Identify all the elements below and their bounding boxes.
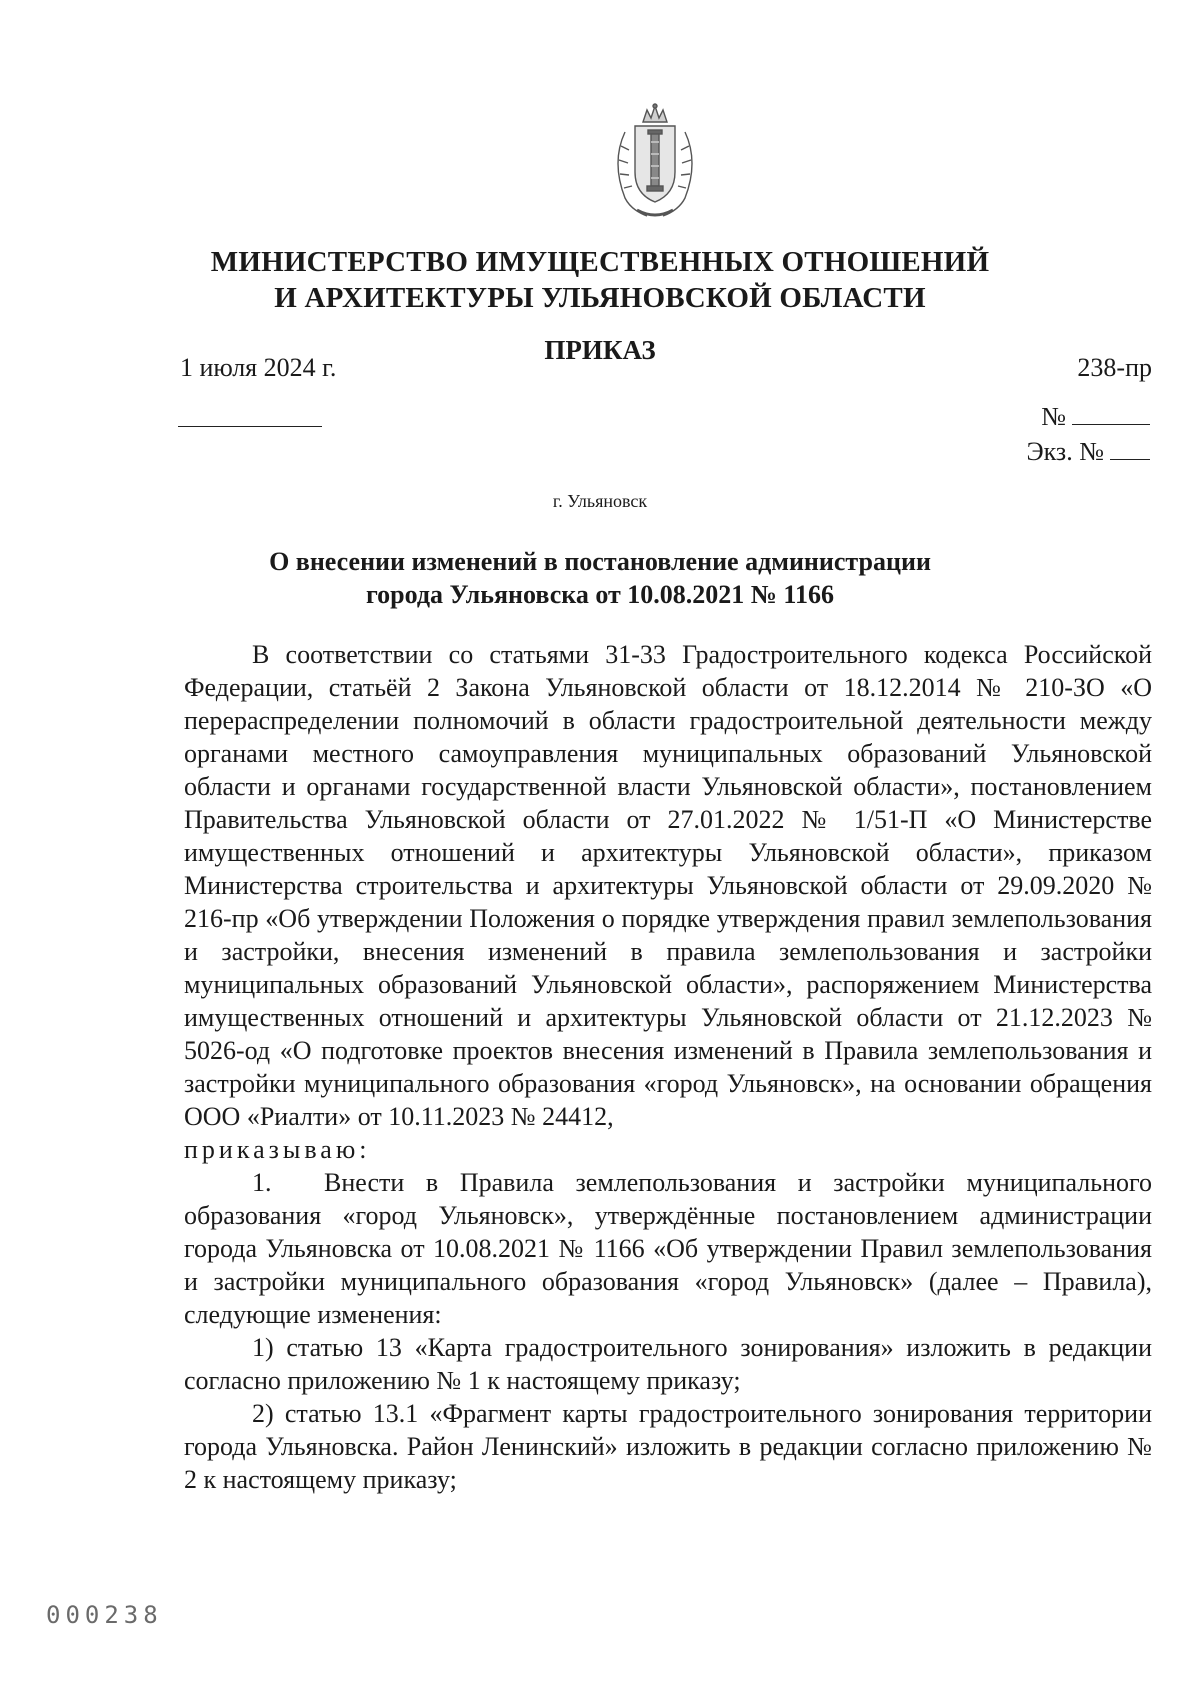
order-word: приказываю:	[184, 1135, 371, 1164]
no-blank	[1072, 422, 1150, 425]
subitem-2-paragraph: 2) статью 13.1 «Фрагмент карты градостроительного зонирования территории города Ульяновска. Район Ленинский» изложить в редакции согласно приложению № 2 к настоящему приказу;	[184, 1399, 1152, 1494]
ulyanovsk-coat-of-arms-icon	[607, 102, 703, 224]
ministry-name	[0, 244, 1200, 316]
item-1-paragraph	[184, 1166, 1152, 1331]
no-label: №	[1041, 402, 1066, 431]
document-subject	[0, 545, 1200, 611]
document-number: 238-пр	[1077, 353, 1152, 382]
item-1-number: 1.	[252, 1168, 272, 1197]
document-type: ПРИКАЗ	[544, 335, 656, 365]
subitem-1-paragraph: 1) статью 13 «Карта градостроительного зонирования» изложить в редакции согласно приложению № 1 к настоящему приказу;	[184, 1333, 1152, 1395]
subject-line-2: города Ульяновска от 10.08.2021 № 1166	[365, 580, 834, 609]
ministry-line-2: И АРХИТЕКТУРЫ УЛЬЯНОВСКОЙ ОБЛАСТИ	[274, 282, 926, 314]
copy-number-field	[1026, 436, 1150, 468]
registration-number-field	[1041, 401, 1150, 433]
subject-line-1: О внесении изменений в постановление администрации	[269, 547, 931, 576]
stamp-number: 000238	[46, 1601, 163, 1629]
copy-label: Экз. №	[1026, 437, 1104, 466]
ministry-line-1: МИНИСТЕРСТВО ИМУЩЕСТВЕННЫХ ОТНОШЕНИЙ	[210, 246, 990, 278]
document-body	[184, 638, 1152, 1496]
document-date: 1 июля 2024 г.	[180, 353, 337, 382]
date-underline	[178, 426, 322, 427]
copy-blank	[1110, 457, 1150, 460]
preamble-paragraph: В соответствии со статьями 31-33 Градостроительного кодекса Российской Федерации, статьёй 2 Закона Ульяновской области от 18.12.2014 № 210-ЗО «О перераспределении полномочий в области градостроительной деятельности между органами местного самоуправления муниципальных образований Ульяновской области и органами государственной власти Ульяновской области», постановлением Правительства Ульяновской области от 27.01.2022 № 1/51-П «О Министерстве имущественных отношений и архитектуры Ульяновской области», приказом Министерства строительства и архитектуры Ульяновской области от 29.09.2020 № 216-пр «Об утверждении Положения о порядке утверждения правил землепользования и застройки, внесения изменений в правила землепользования и застройки муниципальных образований Ульяновской области», распоряжением Министерства имущественных отношений и архитектуры Ульяновской области от 21.12.2023 № 5026-од «О подготовке проектов внесения изменений в Правила землепользования и застройки муниципального образования «город Ульяновск», на основании обращения ООО «Риалти» от 10.11.2023 № 24412,	[184, 640, 1152, 1131]
city: г. Ульяновск	[552, 491, 648, 511]
item-1-text: Внести в Правила землепользования и застройки муниципального образования «город Ульяновск», утверждённые постановлением администрации города Ульяновска от 10.08.2021 № 1166 «Об утверждении Правил землепользования и застройки муниципального образования «город Ульяновск» (далее – Правила), следующие изменения:	[184, 1168, 1152, 1329]
